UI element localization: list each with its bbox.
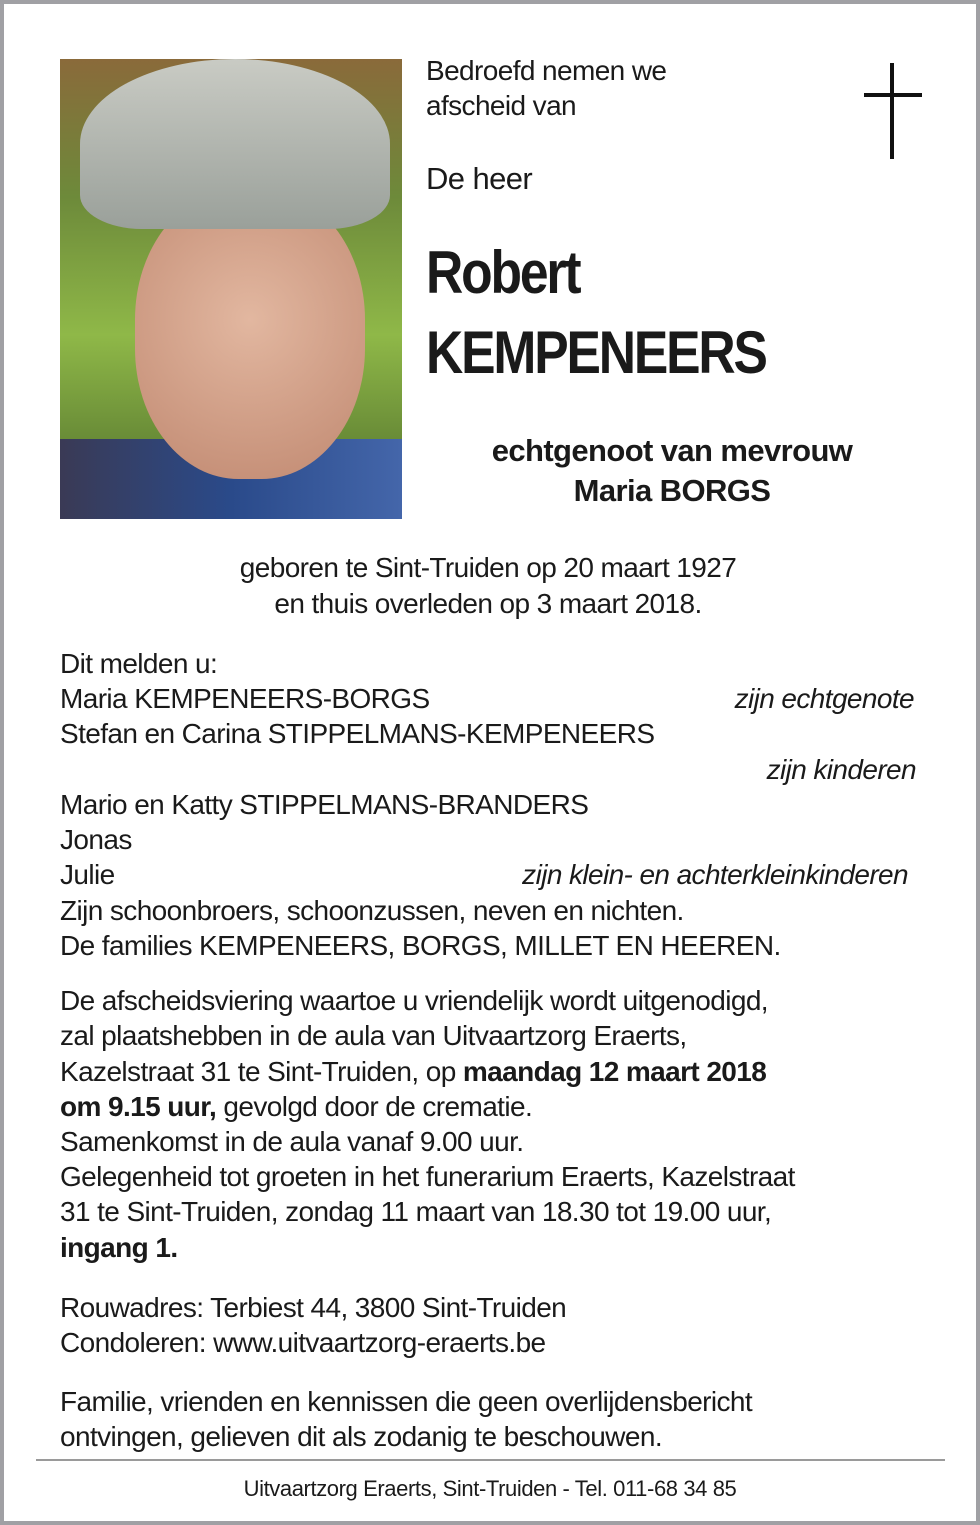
- family-heading: Dit melden u:: [60, 648, 218, 679]
- birth-line: geboren te Sint-Truiden op 20 maart 1927: [239, 552, 737, 583]
- intro-line: Bedroefd nemen we: [426, 55, 667, 86]
- ceremony-line: zal plaatshebben in de aula van Uitvaartzorg Eraerts,: [60, 1020, 687, 1051]
- ceremony-date: maandag 12 maart 2018: [462, 1056, 767, 1087]
- family-role: zijn kinderen: [766, 754, 916, 785]
- family-line: Maria KEMPENEERS-BORGS: [60, 683, 430, 714]
- last-name: KEMPENEERS: [426, 319, 766, 386]
- ceremony-line: Gelegenheid tot groeten in het funerarium Eraerts, Kazelstraat: [60, 1161, 795, 1192]
- family-line: Jonas: [60, 824, 132, 855]
- family-line: Zijn schoonbroers, schoonzussen, neven en nichten.: [60, 895, 684, 926]
- closing-line: Familie, vrienden en kennissen die geen overlijdensbericht: [60, 1386, 753, 1417]
- ceremony-time: om 9.15 uur,: [60, 1091, 217, 1122]
- death-line: en thuis overleden op 3 maart 2018.: [274, 588, 702, 619]
- family-line: De families KEMPENEERS, BORGS, MILLET EN HEEREN.: [60, 930, 781, 961]
- first-name: Robert: [426, 239, 580, 306]
- ceremony-line: Kazelstraat 31 te Sint-Truiden, op maandag 12 maart 2018: [60, 1056, 767, 1087]
- family-line: Julie: [60, 859, 115, 890]
- ceremony-line: 31 te Sint-Truiden, zondag 11 maart van 18.30 tot 19.00 uur,: [60, 1196, 772, 1227]
- family-role: zijn klein- en achterkleinkinderen: [522, 859, 908, 890]
- ceremony-line: De afscheidsviering waartoe u vriendelijk wordt uitgenodigd,: [60, 985, 768, 1016]
- footer-contact: Uitvaartzorg Eraerts, Sint-Truiden - Tel. 011-68 34 85: [243, 1476, 737, 1501]
- condolence-site: Condoleren: www.uitvaartzorg-eraerts.be: [60, 1327, 546, 1358]
- intro-line: afscheid van: [426, 90, 577, 121]
- family-line: Stefan en Carina STIPPELMANS-KEMPENEERS: [60, 718, 655, 749]
- spouse-name: Maria BORGS: [573, 473, 771, 508]
- closing-line: ontvingen, gelieven dit als zodanig te beschouwen.: [60, 1421, 662, 1452]
- spouse-line: echtgenoot van mevrouw: [491, 433, 853, 468]
- cross-icon: [864, 63, 922, 159]
- mourning-address: Rouwadres: Terbiest 44, 3800 Sint-Truiden: [60, 1292, 567, 1323]
- family-line: Mario en Katty STIPPELMANS-BRANDERS: [60, 789, 589, 820]
- ceremony-entrance: ingang 1.: [60, 1232, 178, 1263]
- ceremony-line: om 9.15 uur, gevolgd door de crematie.: [60, 1091, 533, 1122]
- portrait-photo: [60, 59, 402, 519]
- family-role: zijn echtgenote: [734, 683, 914, 714]
- honorific: De heer: [426, 161, 533, 196]
- ceremony-line: Samenkomst in de aula vanaf 9.00 uur.: [60, 1126, 524, 1157]
- divider: [36, 1459, 945, 1461]
